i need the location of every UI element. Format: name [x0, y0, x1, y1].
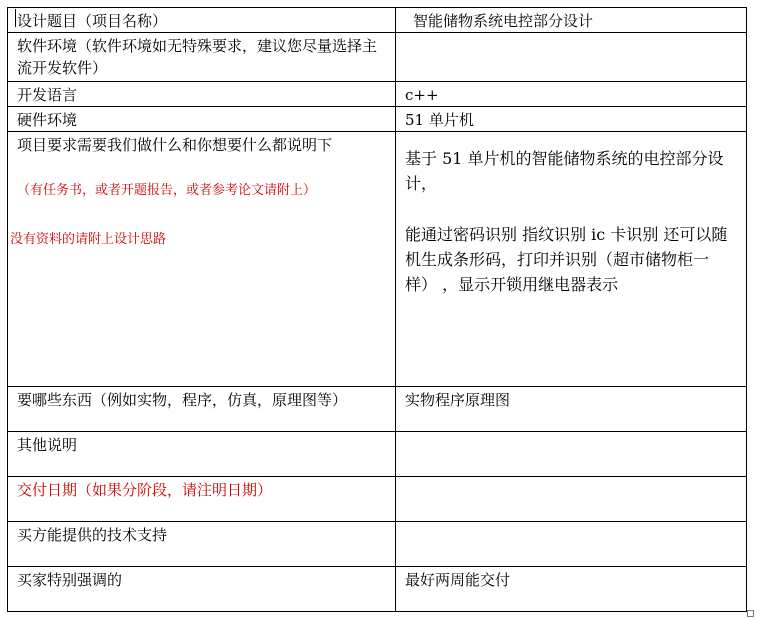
- value-cell[interactable]: [396, 107, 747, 132]
- table-row: [8, 567, 747, 612]
- dev-language-label: 开发语言: [17, 86, 78, 104]
- deliverables-label: 要哪些东西（例如实物，程序，仿真，原理图等）: [17, 391, 348, 409]
- attachment-note: （有任务书，或者开题报告，或者参考论文请附上）: [17, 183, 317, 198]
- design-title-label: 设计题目（项目名称）: [17, 12, 168, 30]
- requirements-label: 项目要求需要我们做什么和你想要什么都说明下: [17, 136, 333, 154]
- table-row: [8, 477, 747, 522]
- design-idea-note: 没有资料的请附上设计思路: [10, 232, 167, 247]
- value-cell[interactable]: [396, 82, 747, 107]
- table-row: [8, 387, 747, 432]
- value-cell[interactable]: [396, 132, 747, 387]
- requirements-value-summary: 基于 51 单片机的智能储物系统的电控部分设计，: [405, 149, 724, 193]
- hardware-env-label: 硬件环境: [17, 111, 78, 129]
- software-env-value[interactable]: [396, 33, 747, 82]
- label-cell: [8, 8, 396, 33]
- dev-language-value: c++: [405, 86, 439, 104]
- value-cell[interactable]: [396, 8, 747, 33]
- table-row: [8, 8, 747, 33]
- hardware-env-value: 51 单片机: [405, 111, 474, 129]
- table-row: [8, 132, 747, 387]
- requirements-table: [7, 7, 747, 612]
- buyer-emphasis-label: 买家特别强调的: [17, 571, 123, 589]
- deliverables-value: 实物程序原理图: [405, 391, 511, 409]
- label-cell: [8, 567, 396, 612]
- label-cell: [8, 132, 396, 387]
- other-notes-value[interactable]: [396, 432, 747, 477]
- label-cell: [8, 522, 396, 567]
- label-cell: [8, 432, 396, 477]
- software-env-label: 软件环境（软件环境如无特殊要求，建议您尽量选择主流开发软件）: [17, 37, 378, 77]
- buyer-emphasis-value: 最好两周能交付: [405, 571, 511, 589]
- table-row: [8, 107, 747, 132]
- label-cell: [8, 387, 396, 432]
- table-row: [8, 82, 747, 107]
- label-cell: [8, 33, 396, 82]
- table-resize-handle[interactable]: [747, 610, 754, 617]
- value-cell[interactable]: [396, 567, 747, 612]
- label-cell: [8, 477, 396, 522]
- label-cell: [8, 107, 396, 132]
- delivery-date-value[interactable]: [396, 477, 747, 522]
- requirements-value-detail: 能通过密码识别 指纹识别 ic 卡识别 还可以随机生成条形码，打印并识别（超市储物柜一样） ，显示开锁用继电器表示: [405, 225, 728, 294]
- other-notes-label: 其他说明: [17, 436, 78, 454]
- tech-support-value[interactable]: [396, 522, 747, 567]
- text-cursor: [15, 9, 16, 27]
- table-row: [8, 522, 747, 567]
- table-row: [8, 33, 747, 82]
- table-row: [8, 432, 747, 477]
- delivery-date-label: 交付日期（如果分阶段，请注明日期）: [17, 481, 273, 499]
- label-cell: [8, 82, 396, 107]
- value-cell[interactable]: [396, 387, 747, 432]
- design-title-value: 智能储物系统电控部分设计: [413, 12, 594, 30]
- tech-support-label: 买方能提供的技术支持: [17, 526, 168, 544]
